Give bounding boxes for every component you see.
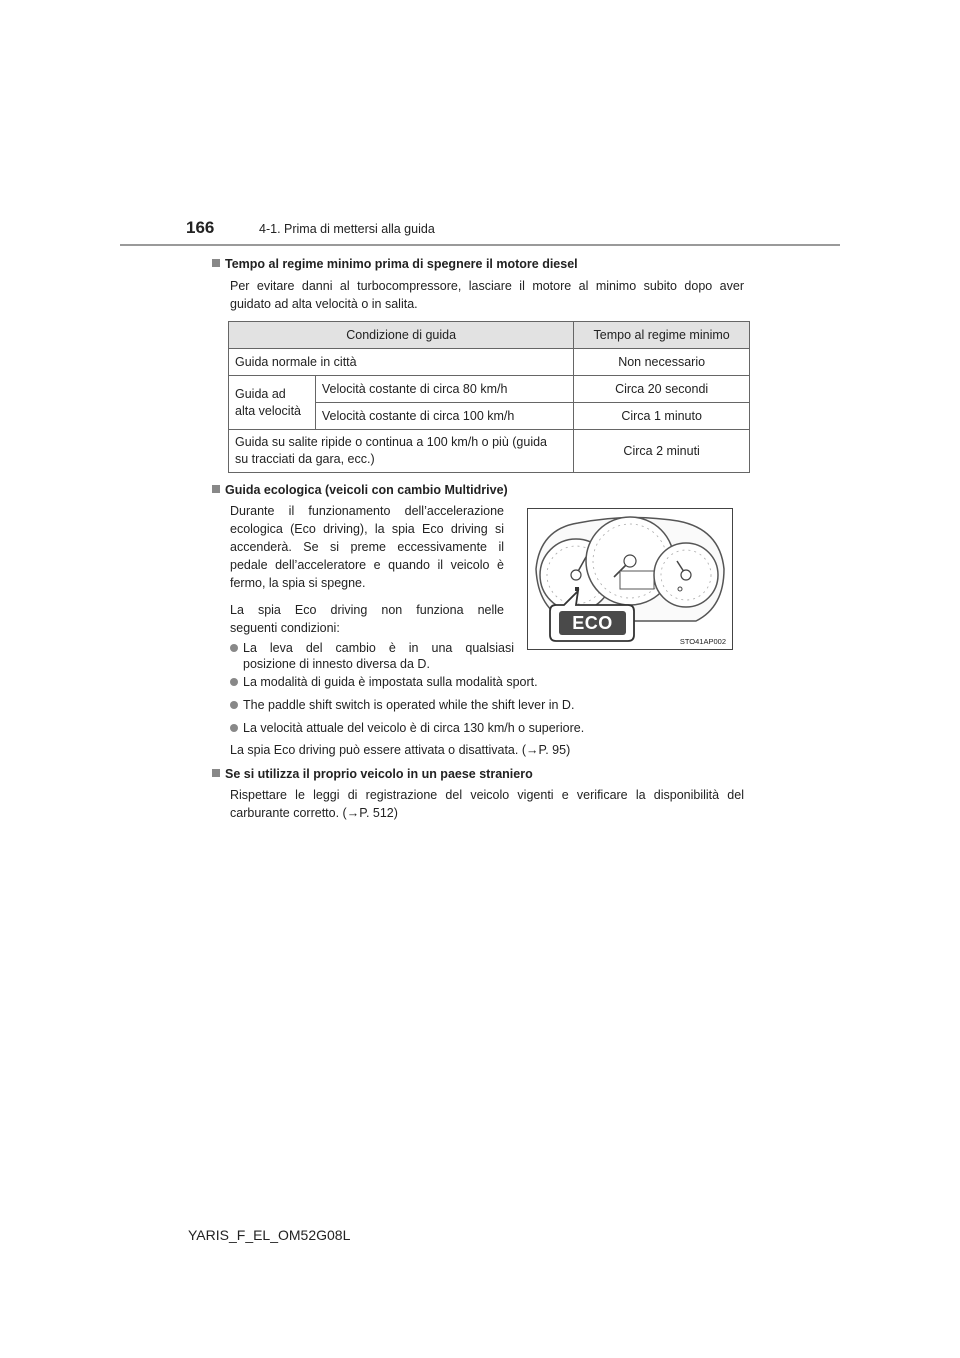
square-bullet-icon [212,485,220,493]
paragraph-line: La spia Eco driving non funziona nelle [230,603,504,617]
paragraph-line: Durante il funzionamento dell’accelerazione [230,504,504,518]
document-code: YARIS_F_EL_OM52G08L [188,1227,351,1243]
instrument-cluster-figure [527,508,733,650]
table-cell-group-label: Guida ad alta velocità [229,376,316,430]
foreign-country-heading [212,766,533,782]
table-header-row [229,322,750,349]
paragraph-line: accenderà. Se si preme eccessivamente il [230,540,504,554]
table-cell-condition [229,430,574,473]
table-header-condition: Condizione di guida [229,322,574,349]
header-divider [120,244,840,246]
bullet-dot-icon [230,644,238,652]
eco-driving-heading [212,482,508,498]
table-cell-condition: Velocità costante di circa 80 km/h [315,376,573,403]
paragraph-line: Per evitare danni al turbocompressore, lasciare il motore al minimo subito dopo aver [230,279,744,293]
table-cell-time: Circa 2 minuti [574,430,750,473]
list-item [230,674,538,690]
table-cell-time: Circa 1 minuto [574,403,750,430]
bullet-dot-icon [230,724,238,732]
table-cell-time: Non necessario [574,349,750,376]
list-item [230,697,574,713]
list-item-text: The paddle shift switch is operated while the shift lever in D. [243,698,575,712]
table-row [229,349,750,376]
eco-indicator-badge: ECO [559,611,626,635]
eco-switch-note: La spia Eco driving può essere attivata o disattivata. (→P. 95) [230,743,571,757]
eco-driving-paragraph [230,502,504,592]
list-item [230,640,514,672]
paragraph-line: guidato ad alta velocità o in salita. [230,297,418,311]
idle-time-paragraph [230,277,744,313]
paragraph-line: pedale dell’acceleratore e quando il veicolo è [230,558,504,572]
page-number: 166 [186,218,215,237]
foreign-country-paragraph [230,786,744,822]
list-item-line: posizione di innesto diversa da D. [243,657,430,671]
idle-time-table [228,321,750,473]
bullet-dot-icon [230,701,238,709]
table-cell-time: Circa 20 secondi [574,376,750,403]
eco-driving-heading-text: Guida ecologica (veicoli con cambio Multidrive) [225,483,508,497]
square-bullet-icon [212,769,220,777]
list-item-text: La velocità attuale del veicolo è di circa 130 km/h o superiore. [243,721,585,735]
section-title: 4-1. Prima di mettersi alla guida [259,222,435,236]
list-item-line: La leva del cambio è in una qualsiasi [230,640,514,656]
paragraph-line: carburante corretto. (→P. 512) [230,806,398,820]
table-row [229,430,750,473]
square-bullet-icon [212,259,220,267]
cell-line: su tracciati da gara, ecc.) [235,452,375,466]
list-item [230,720,584,736]
paragraph-line: Rispettare le leggi di registrazione del veicolo vigenti e verificare la disponibilità del [230,788,744,802]
table-cell-condition: Velocità costante di circa 100 km/h [315,403,573,430]
figure-code: STO41AP002 [679,637,726,646]
paragraph-line: ecologica (Eco driving), la spia Eco driving si [230,522,504,536]
idle-time-heading-text: Tempo al regime minimo prima di spegnere il motore diesel [225,257,578,271]
paragraph-line: fermo, la spia si spegne. [230,576,366,590]
list-item-text: La modalità di guida è impostata sulla modalità sport. [243,675,538,689]
table-row [229,376,750,403]
table-cell-condition: Guida normale in città [229,349,574,376]
foreign-country-heading-text: Se si utilizza il proprio veicolo in un paese straniero [225,767,533,781]
table-header-time: Tempo al regime minimo [574,322,750,349]
idle-time-heading [212,256,578,272]
cell-line: Guida su salite ripide o continua a 100 km/h o più (guida [235,435,547,449]
paragraph-line: seguenti condizioni: [230,621,340,635]
eco-conditions-paragraph [230,601,504,637]
bullet-dot-icon [230,678,238,686]
